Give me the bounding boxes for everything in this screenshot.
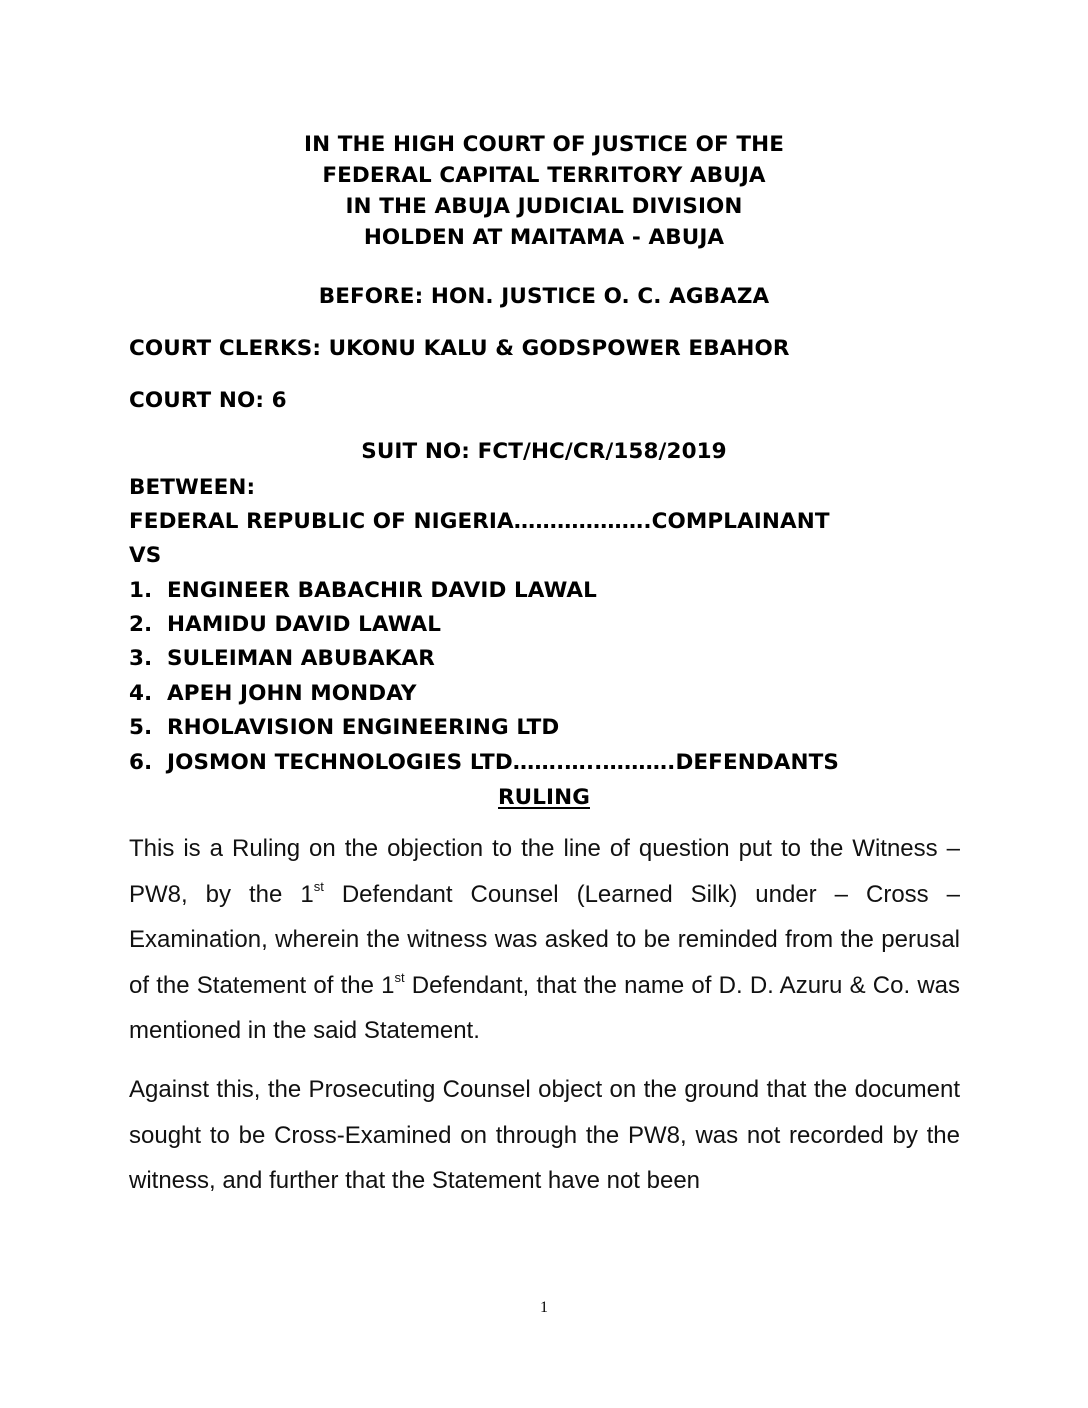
court-header-line-3: IN THE ABUJA JUDICIAL DIVISION — [345, 194, 743, 219]
ruling-title: RULING — [498, 785, 590, 810]
ruling-paragraph-2: Against this, the Prosecuting Counsel object on the ground that the document sought to be Cross-Examined on through the PW8, was not recorded by the witness, and further that the Statement have not been — [129, 1076, 960, 1194]
defendant-name: JOSMON TECHNOLOGIES LTD — [167, 750, 513, 775]
defendant-name: ENGINEER BABACHIR DAVID LAWAL — [167, 578, 597, 603]
defendant-number: 2. — [129, 612, 153, 637]
defendant-number: 4. — [129, 681, 153, 706]
complainant-role: COMPLAINANT — [651, 509, 830, 534]
defendant-name: RHOLAVISION ENGINEERING LTD — [167, 715, 560, 740]
superscript-st: st — [394, 969, 405, 985]
complainant-name: FEDERAL REPUBLIC OF NIGERIA — [129, 509, 514, 534]
complainant-dots: ………………. — [513, 509, 652, 534]
defendant-item — [129, 608, 441, 642]
ruling-paragraph-1 — [129, 826, 960, 1054]
paragraph-1-text-a: This is a Ruling on the objection to the line of question put to the Witness – PW8, by the 1 — [129, 835, 960, 908]
suit-number: SUIT NO: FCT/HC/CR/158/2019 — [361, 439, 727, 464]
defendant-number: 5. — [129, 715, 153, 740]
court-header-line-4: HOLDEN AT MAITAMA - ABUJA — [363, 225, 725, 250]
defendant-number: 1. — [129, 578, 153, 603]
defendant-item — [129, 746, 839, 780]
paragraph-1-text-c: Defendant, that the name of D. D. Azuru & Co. was mentioned in the said Statement. — [129, 971, 960, 1044]
defendant-item — [129, 574, 597, 608]
court-header — [0, 129, 1088, 253]
defendants-dots: …….…..………. — [512, 750, 676, 775]
versus-label: VS — [129, 543, 162, 568]
defendant-item — [129, 677, 417, 711]
defendant-name: SULEIMAN ABUBAKAR — [167, 646, 435, 671]
defendant-name: APEH JOHN MONDAY — [167, 681, 417, 706]
between-label: BETWEEN: — [129, 475, 256, 500]
defendants-role: DEFENDANTS — [675, 750, 839, 775]
page-number: 1 — [540, 1299, 548, 1316]
court-header-line-1: IN THE HIGH COURT OF JUSTICE OF THE — [304, 132, 784, 157]
defendant-name: HAMIDU DAVID LAWAL — [167, 612, 442, 637]
defendant-number: 3. — [129, 646, 153, 671]
court-number: COURT NO: 6 — [129, 388, 287, 413]
complainant-line — [129, 505, 830, 539]
defendant-item — [129, 711, 559, 745]
court-clerks: COURT CLERKS: UKONU KALU & GODSPOWER EBAHOR — [129, 336, 790, 361]
before-judge: BEFORE: HON. JUSTICE O. C. AGBAZA — [318, 284, 770, 309]
superscript-st: st — [313, 878, 324, 894]
court-header-line-2: FEDERAL CAPITAL TERRITORY ABUJA — [322, 163, 766, 188]
defendant-number: 6. — [129, 750, 153, 775]
paragraph-1-text-b: Defendant Counsel (Learned Silk) under – Cross – Examination, wherein the witness was asked to be reminded from the perusal of the Statement of the 1 — [129, 880, 960, 999]
defendant-item — [129, 642, 435, 676]
